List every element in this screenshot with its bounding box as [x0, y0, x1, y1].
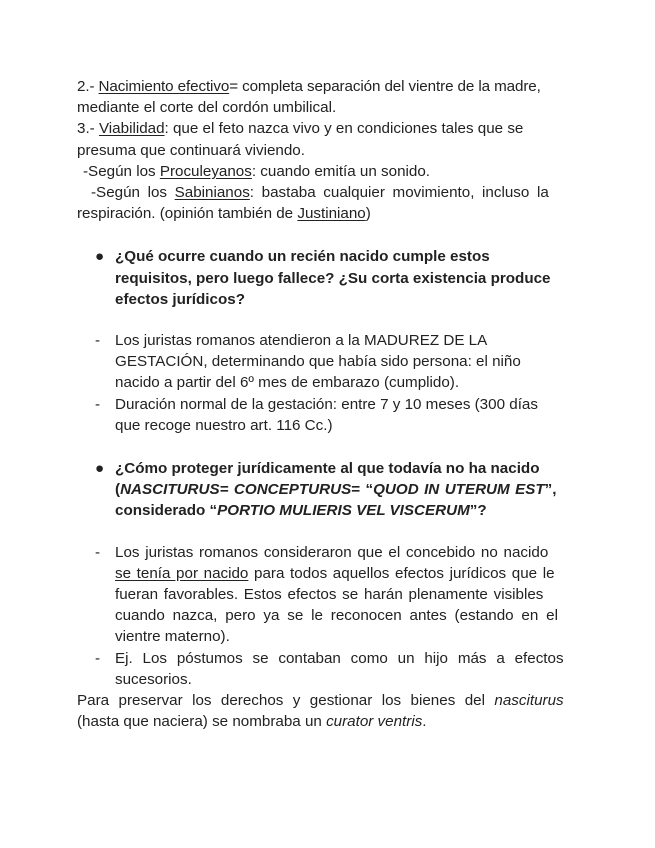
- paragraph-proculeyanos: -Según los Proculeyanos: cuando emitía un sonido.: [83, 162, 431, 180]
- list-item: - Duración normal de la gestación: entre 7 y 10 meses (300 días que recoge nuestro art. 116 Cc.): [95, 395, 538, 434]
- term-sabinianos: Sabinianos: [174, 184, 250, 202]
- paragraph-sabinianos-line2: respiración. (opinión también de Justiniano): [77, 205, 371, 223]
- term-proculeyanos: Proculeyanos: [159, 162, 252, 180]
- paragraph-viabilidad-line2: presuma que continuará viviendo.: [77, 141, 305, 159]
- list-item: - Los juristas romanos consideraron que el concebido no nacido se tenía por nacido para todos aquellos efectos jurídicos que le fueran favorables. Estos efectos se harán plenamente visibles cuando nazca, pero ya se le reconocen antes (estando en el vientre materno).: [95, 543, 558, 646]
- closing-paragraph-line2: (hasta que naciera) se nombraba un curator ventris.: [77, 713, 427, 731]
- latin-term: curator ventris: [326, 713, 423, 731]
- document-page: [77, 76, 579, 732]
- term-justiniano: Justiniano: [297, 205, 366, 223]
- definition-text: = completa separación del vientre de la madre,: [229, 78, 541, 95]
- dash-icon: -: [95, 332, 101, 350]
- item-number: 2.-: [77, 78, 99, 95]
- definition-text: : que el feto nazca vivo y en condiciones tales que se: [164, 120, 524, 138]
- paragraph-nacimiento: [77, 76, 579, 97]
- latin-term: PORTIO MULIERIS VEL VISCERUM: [217, 502, 470, 520]
- bullet-icon: ●: [95, 460, 105, 478]
- term-se-tenia-por-nacido: se tenía por nacido: [115, 564, 249, 582]
- closing-paragraph: Para preservar los derechos y gestionar los bienes del nasciturus: [77, 692, 564, 710]
- bullet-icon: ●: [95, 248, 105, 266]
- question-bullet-2: ● ¿Cómo proteger jurídicamente al que todavía no ha nacido (NASCITURUS= CONCEPTURUS= “QUOD IN UTERUM EST”, considerado “PORTIO MULIERIS VEL VISCERUM”?: [95, 460, 557, 520]
- paragraph-nacimiento-line2: mediante el corte del cordón umbilical.: [77, 99, 337, 117]
- question-bullet-1: ● ¿Qué ocurre cuando un recién nacido cumple estos requisitos, pero luego fallece? ¿Su corta existencia produce efectos jurídicos?: [95, 248, 551, 308]
- term-viabilidad: Viabilidad: [98, 120, 165, 138]
- term-nacimiento-efectivo: Nacimiento efectivo: [98, 78, 230, 95]
- list-item: - Los juristas romanos atendieron a la MADUREZ DE LA GESTACIÓN, determinando que había sido persona: el niño nacido a partir del 6º mes de embarazo (cumplido).: [95, 332, 521, 392]
- latin-term: nasciturus: [494, 692, 564, 710]
- dash-icon: -: [95, 395, 101, 413]
- latin-term: QUOD IN UTERUM EST: [373, 481, 545, 499]
- item-number: 3.-: [77, 120, 99, 138]
- list-item: - Ej. Los póstumos se contaban como un hijo más a efectos sucesorios.: [95, 649, 564, 688]
- latin-term: NASCITURUS= CONCEPTURUS: [120, 481, 352, 499]
- paragraph-viabilidad: [77, 118, 579, 139]
- dash-icon: -: [95, 543, 101, 561]
- paragraph-sabinianos: -Según los Sabinianos: bastaba cualquier movimiento, incluso la: [91, 184, 549, 202]
- dash-icon: -: [95, 649, 101, 667]
